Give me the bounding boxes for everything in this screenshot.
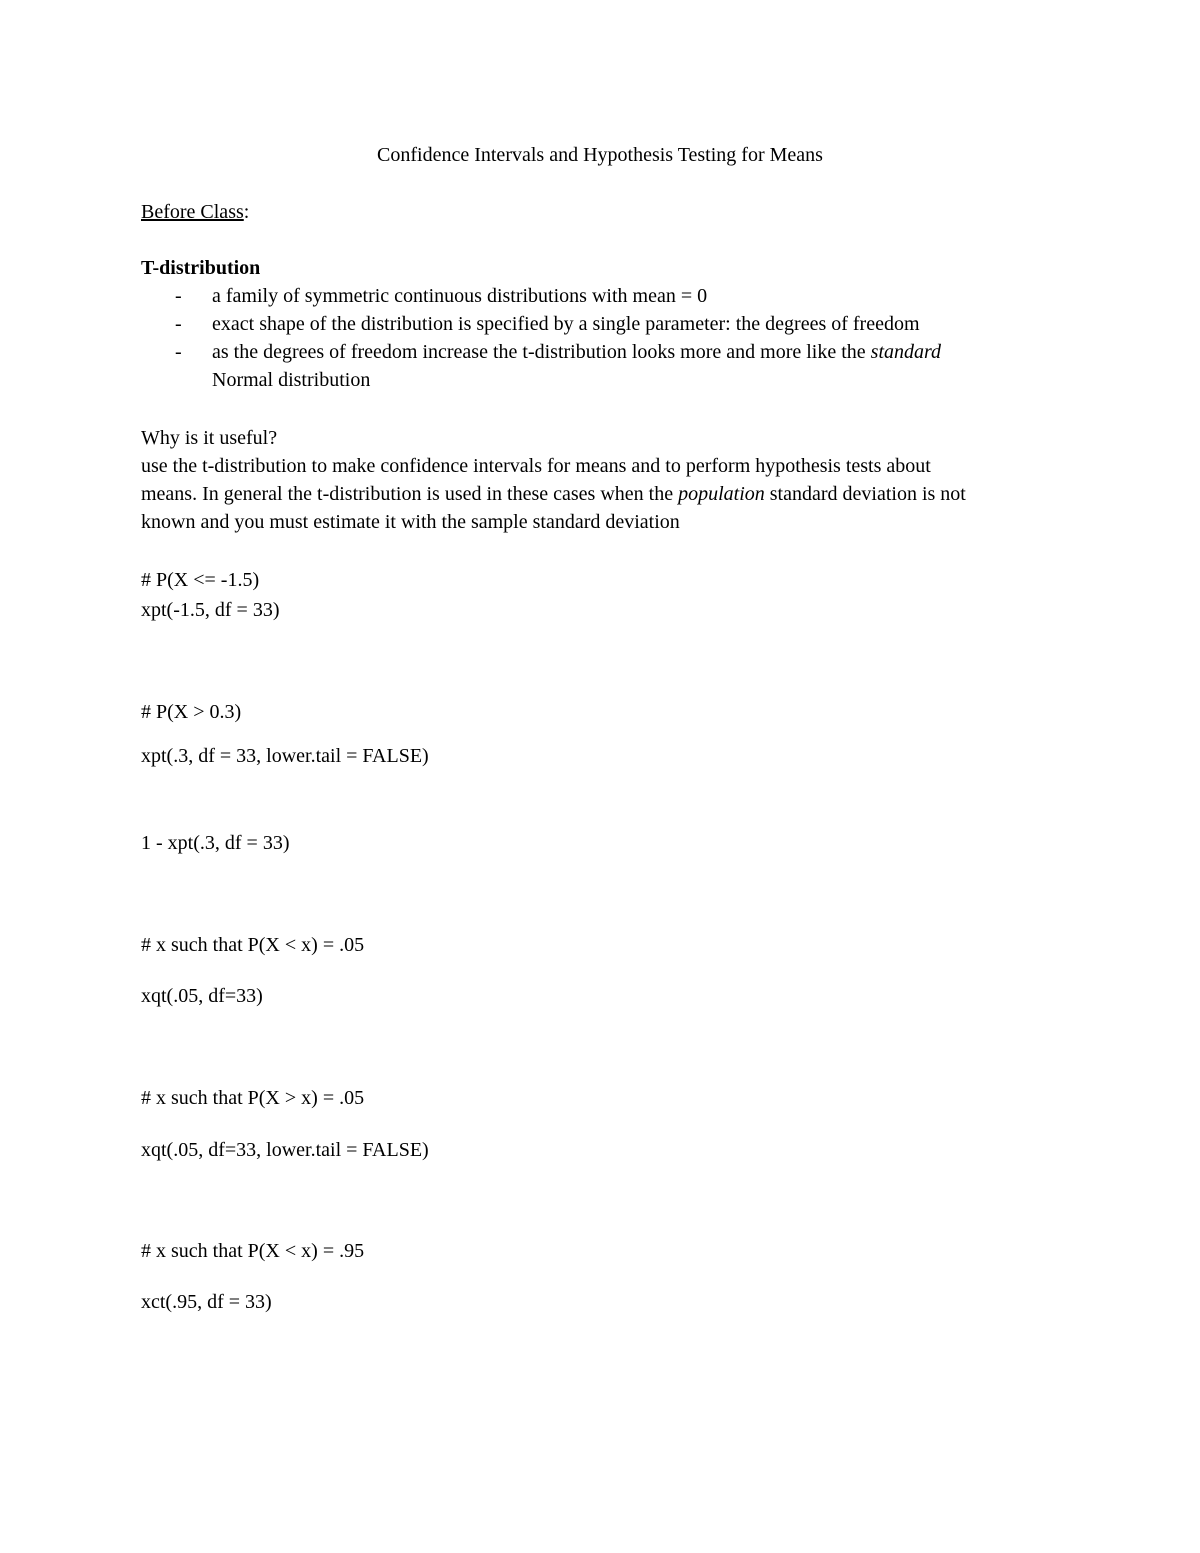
bullet-item: exact shape of the distribution is specified by a single parameter: the degrees of freedom: [212, 313, 920, 335]
bullet-item: a family of symmetric continuous distributions with mean = 0: [212, 285, 708, 307]
code-line: xqt(.05, df=33): [141, 985, 263, 1007]
paragraph-text: means. In general the t-distribution is used in these cases when the: [141, 483, 679, 505]
paragraph-text: standard deviation is not: [764, 483, 966, 505]
bullet-dash: -: [175, 313, 182, 335]
before-class-label: Before Class: [141, 201, 244, 223]
before-class-heading: [141, 198, 249, 226]
bullet-item-italic: standard: [870, 341, 942, 363]
code-comment: # P(X <= -1.5): [141, 569, 260, 591]
page-title: Confidence Intervals and Hypothesis Testing for Means: [377, 144, 823, 166]
why-heading: Why is it useful?: [141, 427, 278, 449]
paragraph-row: known and you must estimate it with the sample standard deviation: [141, 511, 680, 533]
code-line: 1 - xpt(.3, df = 33): [141, 832, 290, 854]
code-comment: # P(X > 0.3): [141, 701, 242, 723]
paragraph-row: use the t-distribution to make confidence intervals for means and to perform hypothesis tests about: [141, 455, 931, 477]
code-comment: # x such that P(X > x) = .05: [141, 1087, 365, 1109]
bullet-item-text: as the degrees of freedom increase the t-distribution looks more and more like the: [212, 341, 871, 363]
bullet-dash: -: [175, 285, 182, 307]
paragraph-row: [141, 480, 1041, 508]
bullet-item-continuation: Normal distribution: [212, 369, 371, 391]
code-line: xpt(.3, df = 33, lower.tail = FALSE): [141, 745, 429, 767]
why-paragraph: [141, 452, 1041, 536]
code-line: xct(.95, df = 33): [141, 1291, 272, 1313]
before-class-colon: :: [243, 201, 250, 223]
code-comment: # x such that P(X < x) = .05: [141, 934, 365, 956]
paragraph-italic: population: [678, 483, 765, 505]
code-line: xpt(-1.5, df = 33): [141, 599, 280, 621]
section-heading: T-distribution: [141, 257, 261, 279]
bullet-dash: -: [175, 341, 182, 363]
code-comment: # x such that P(X < x) = .95: [141, 1240, 365, 1262]
bullet-item: [212, 338, 941, 366]
code-line: xqt(.05, df=33, lower.tail = FALSE): [141, 1139, 429, 1161]
